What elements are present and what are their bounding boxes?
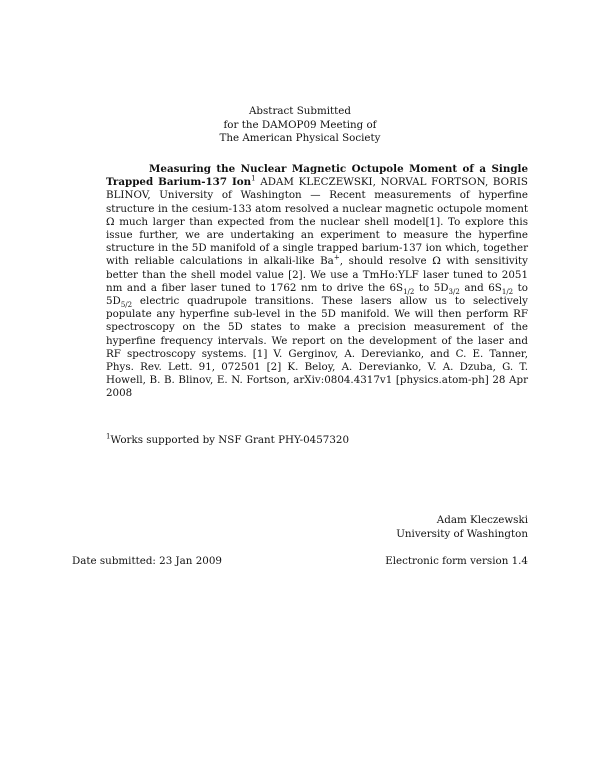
abstract-text-2: , should resolve Ω with sensitivity better than the shell model value [2]. We use a TmHo:YLF laser tuned to 2051 nm and a fiber laser tuned to 1762 nm to drive the 6S <box>106 255 528 294</box>
footnote-text: Works supported by NSF Grant PHY-0457320 <box>110 434 349 446</box>
form-version: Electronic form version 1.4 <box>385 555 528 567</box>
footnote-mark: 1 <box>106 432 111 441</box>
funding-footnote <box>106 434 528 447</box>
signature-block <box>396 513 528 541</box>
subscript-1: 1/2 <box>403 287 415 296</box>
abstract-text-1: Recent measurements of hyperfine structure in the cesium-133 atom resolved a nuclear magnetic octupole moment Ω much larger than expected from the nuclear shell model[1]. To explore this issue further, we are undertaking an experiment to measure the hyperfine structure in the 5D manifold of a single trapped barium-137 ion which, together with reliable calculations in alkali-like Ba <box>106 189 528 268</box>
abstract-dash: — <box>301 189 330 202</box>
signature-affiliation: University of Washington <box>396 528 528 540</box>
submission-header <box>0 105 600 146</box>
header-line-2: for the DAMOP09 Meeting of <box>223 118 377 131</box>
abstract-text-6: electric quadrupole transitions. These lasers allow us to selectively populate any hyperfine sub-level in the 5D manifold. We will then perform RF spectroscopy on the 5D states to make a precision measurement of the hyperfine frequency intervals. We report on the development of the laser and RF spectroscopy systems. [1] V. Gerginov, A. Derevianko, and C. E. Tanner, Phys. Rev. Lett. 91, 072501 [2] K. Beloy, A. Derevianko, V. A. Dzuba, G. T. Howell, B. B. Blinov, E. N. Fortson, arXiv:0804.4317v1 [physics.atom-ph] 28 Apr 2008 <box>106 295 528 400</box>
abstract-authors: ADAM KLECZEWSKI, NORVAL FORTSON, BORIS BLINOV, University of Washington <box>106 176 528 202</box>
subscript-3: 1/2 <box>501 287 514 296</box>
subscript-4: 5/2 <box>120 301 133 310</box>
title-footnote-mark: 1 <box>251 174 256 183</box>
signature-name: Adam Kleczewski <box>436 514 528 526</box>
header-line-3: The American Physical Society <box>219 132 381 144</box>
abstract-text-4: and 6S <box>459 281 502 294</box>
subscript-2: 3/2 <box>448 287 460 296</box>
abstract-title: Measuring the Nuclear Magnetic Octupole Moment of a Single Trapped Barium-137 Ion <box>106 163 528 189</box>
abstract-text-5: to 5D <box>106 281 528 308</box>
abstract-body <box>106 163 528 401</box>
date-submitted: Date submitted: 23 Jan 2009 <box>72 555 222 567</box>
ion-charge: + <box>333 254 340 262</box>
abstract-text-3: to 5D <box>414 281 449 294</box>
header-line-1: Abstract Submitted <box>249 105 351 117</box>
